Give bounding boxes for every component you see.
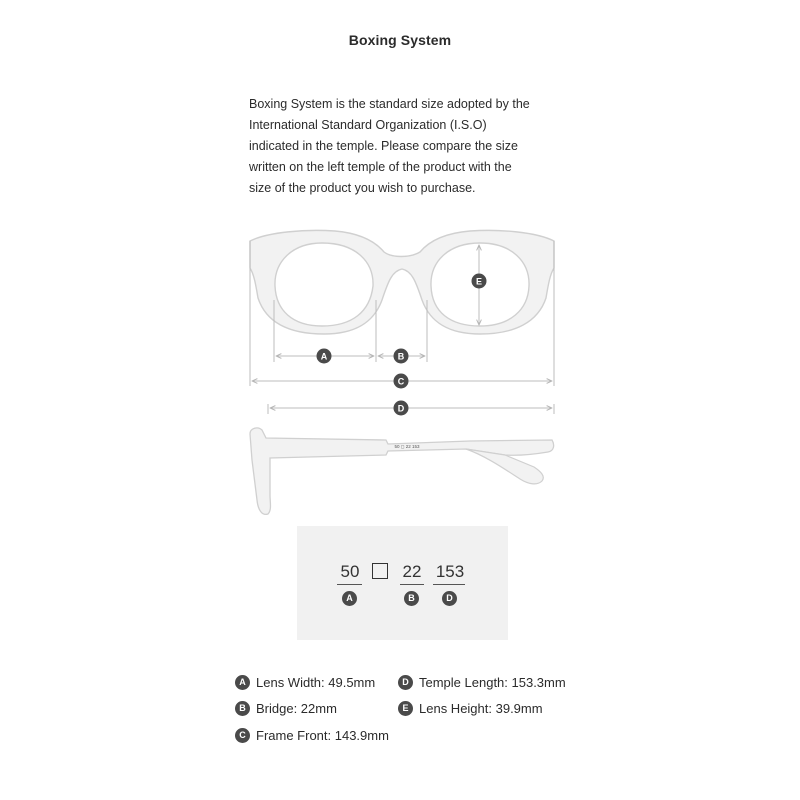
- legend-text: Temple Length: 153.3mm: [419, 675, 566, 690]
- svg-text:D: D: [397, 403, 405, 414]
- marker-a: [317, 349, 332, 364]
- square-symbol-icon: [372, 563, 388, 579]
- lens-size-underline: [337, 584, 362, 585]
- legend-frame-front: [235, 728, 389, 743]
- legend-lens-width: [235, 675, 375, 690]
- temple-print: 50 ◻ 22 153: [394, 444, 420, 449]
- legend-text: Lens Width: 49.5mm: [256, 675, 376, 690]
- legend-marker: C: [235, 728, 250, 743]
- svg-text:B: B: [397, 351, 405, 362]
- glasses-front-view: [250, 230, 554, 334]
- svg-text:C: C: [397, 376, 405, 387]
- legend-marker: E: [398, 701, 413, 716]
- page-title: Boxing System: [348, 32, 452, 48]
- temple-size-marker: D: [442, 591, 457, 606]
- temple-size-value: 153: [435, 562, 465, 581]
- bridge-size-underline: [400, 584, 424, 585]
- legend-marker: B: [235, 701, 250, 716]
- legend-text: Lens Height: 39.9mm: [419, 701, 543, 716]
- marker-e: [472, 274, 487, 289]
- marker-d: [394, 401, 409, 416]
- lens-size-value: 50: [340, 562, 360, 581]
- frame-front: [250, 230, 554, 334]
- legend-text: Bridge: 22mm: [256, 701, 337, 716]
- bridge-size-value: 22: [402, 562, 422, 581]
- intro-line: size of the product you wish to purchase.: [249, 181, 476, 195]
- legend-lens-height: [398, 701, 543, 716]
- svg-text:A: A: [320, 351, 328, 362]
- intro-line: Boxing System is the standard size adopted by the: [249, 97, 530, 111]
- marker-c: [394, 374, 409, 389]
- intro-line: International Standard Organization (I.S.O): [249, 118, 487, 132]
- intro-line: indicated in the temple. Please compare the size: [249, 139, 518, 153]
- glasses-side-view: [250, 428, 554, 514]
- svg-text:E: E: [475, 276, 483, 287]
- intro-line: written on the left temple of the product with the: [249, 160, 512, 174]
- legend-text: Frame Front: 143.9mm: [256, 728, 389, 743]
- lens-size-marker: A: [342, 591, 357, 606]
- legend-temple-length: [398, 675, 566, 690]
- bridge-size-marker: B: [404, 591, 419, 606]
- legend-marker: A: [235, 675, 250, 690]
- legend-marker: D: [398, 675, 413, 690]
- temple-size-underline: [433, 584, 465, 585]
- legend-bridge: [235, 701, 337, 716]
- size-notation-box: [297, 526, 508, 640]
- marker-b: [394, 349, 409, 364]
